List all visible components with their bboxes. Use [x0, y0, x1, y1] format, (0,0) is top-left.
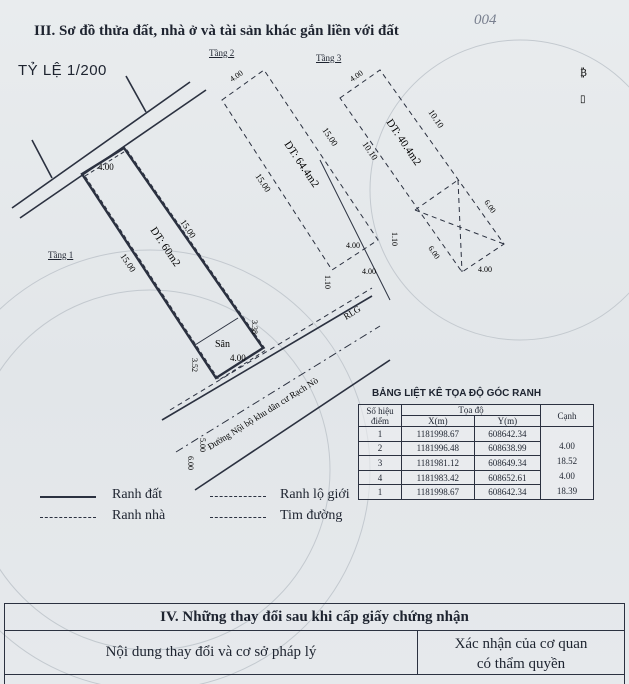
coord-header-x: X(m) [402, 416, 475, 427]
table-row: 1 1181998.67 608642.34 [359, 485, 594, 500]
floor-3-label: Tầng 3 [316, 53, 342, 63]
edge-length-3: 4.00 [559, 471, 575, 481]
edge-marker-1: ₿ [580, 68, 587, 79]
edge-marker-2: ▯ [580, 94, 586, 105]
road-half-dim: 5.00 [198, 438, 207, 452]
scale-label: TỶ LỆ 1/200 [18, 62, 107, 79]
dim-side-length-right: 15.00 [178, 217, 198, 240]
floor2-rear-width-2: 4.00 [362, 267, 376, 276]
floor-3-roof-cross [415, 180, 504, 272]
yard-label: Sân [215, 339, 230, 350]
edge-length-1: 4.00 [559, 441, 575, 451]
authority-line-2: có thẩm quyền [476, 656, 566, 672]
table-row: 2 1181996.48 608638.99 [359, 441, 594, 456]
legend-road-centerline: Tim đường [280, 508, 343, 523]
changes-table [4, 603, 625, 684]
background-seal-pattern [0, 40, 629, 684]
floor3-length: 10.10 [426, 107, 446, 130]
coord-header-coord: Tọa độ [402, 405, 541, 416]
coord-header-point: Số hiệu điểm [359, 405, 402, 427]
floor3-length-left: 10.10 [360, 139, 380, 162]
dim-yard-left: 3.52 [190, 358, 199, 372]
handwritten-note: 004 [474, 12, 497, 28]
coord-header-y: Y(m) [474, 416, 540, 427]
floor3-cross-dim-2: 6.00 [426, 244, 442, 261]
parcel-area-label: DT: 60m2 [147, 224, 183, 269]
authority-line-1: Xác nhận của cơ quan [454, 636, 588, 652]
floor2-offset-2: 1.10 [390, 232, 399, 246]
floor-3-outline [340, 70, 504, 272]
legend-house-line [40, 517, 96, 518]
coord-header-edge: Cạnh [541, 405, 594, 427]
dim-yard-right: 3.38 [250, 320, 259, 334]
coord-table-title: BẢNG LIỆT KÊ TỌA ĐỘ GÓC RANH [372, 388, 542, 399]
dim-front-width: 4.00 [98, 162, 114, 172]
floor2-area-label: DT: 64.4m2 [281, 138, 322, 190]
floor2-offset: 1.10 [323, 275, 332, 289]
legend-centerline-line [210, 517, 266, 518]
legend-road-limit: Ranh lộ giới [280, 487, 350, 502]
table-divider [5, 674, 624, 675]
floor3-rear-width: 4.00 [478, 265, 492, 274]
legend-parcel-boundary: Ranh đất [112, 487, 163, 502]
floor3-cross-dim: 6.00 [482, 198, 498, 215]
section-iii-title: III. Sơ đồ thửa đất, nhà ở và tài sản khác gắn liền với đất [34, 23, 399, 39]
dim-side-length-left: 15.00 [118, 251, 138, 274]
floor2-width: 4.00 [228, 68, 245, 84]
street-top [12, 76, 206, 218]
floor2-length: 15.00 [320, 125, 340, 148]
table-row: 4 1181983.42 608652.61 [359, 470, 594, 485]
road-limit-abbr: RLG [341, 303, 363, 322]
road-name-label: Đường Nội bộ khu dân cư Rạch Nò [205, 375, 320, 452]
edge-length-2: 18.52 [556, 456, 578, 466]
edge-length-4: 18.39 [556, 486, 578, 496]
floor2-length-left: 15.00 [253, 171, 273, 194]
floor-2-label: Tầng 2 [209, 48, 235, 58]
floor2-rear-width: 4.00 [346, 241, 360, 250]
legend-house-boundary: Ranh nhà [112, 508, 166, 523]
table-row: 3 1181981.12 608649.34 [359, 456, 594, 471]
floor3-width: 4.00 [348, 68, 365, 84]
dim-rear-width: 4.00 [230, 353, 246, 363]
road-width-dim: 6.00 [186, 456, 195, 470]
floor-1-label: Tầng 1 [48, 250, 74, 260]
legend-road-limit-line [210, 496, 266, 497]
legend-solid-line [40, 496, 96, 498]
authority-confirm-header [418, 630, 624, 674]
floor3-area-label: DT: 40.4m2 [383, 116, 424, 168]
section-iv-title: IV. Những thay đổi sau khi cấp giấy chứng nhận [5, 604, 624, 631]
table-row: 1 1181998.67 608642.34 4.00 18.52 4.00 18.39 [359, 427, 594, 442]
coord-table [358, 404, 594, 500]
changes-content-header: Nội dung thay đổi và cơ sở pháp lý [5, 630, 418, 674]
